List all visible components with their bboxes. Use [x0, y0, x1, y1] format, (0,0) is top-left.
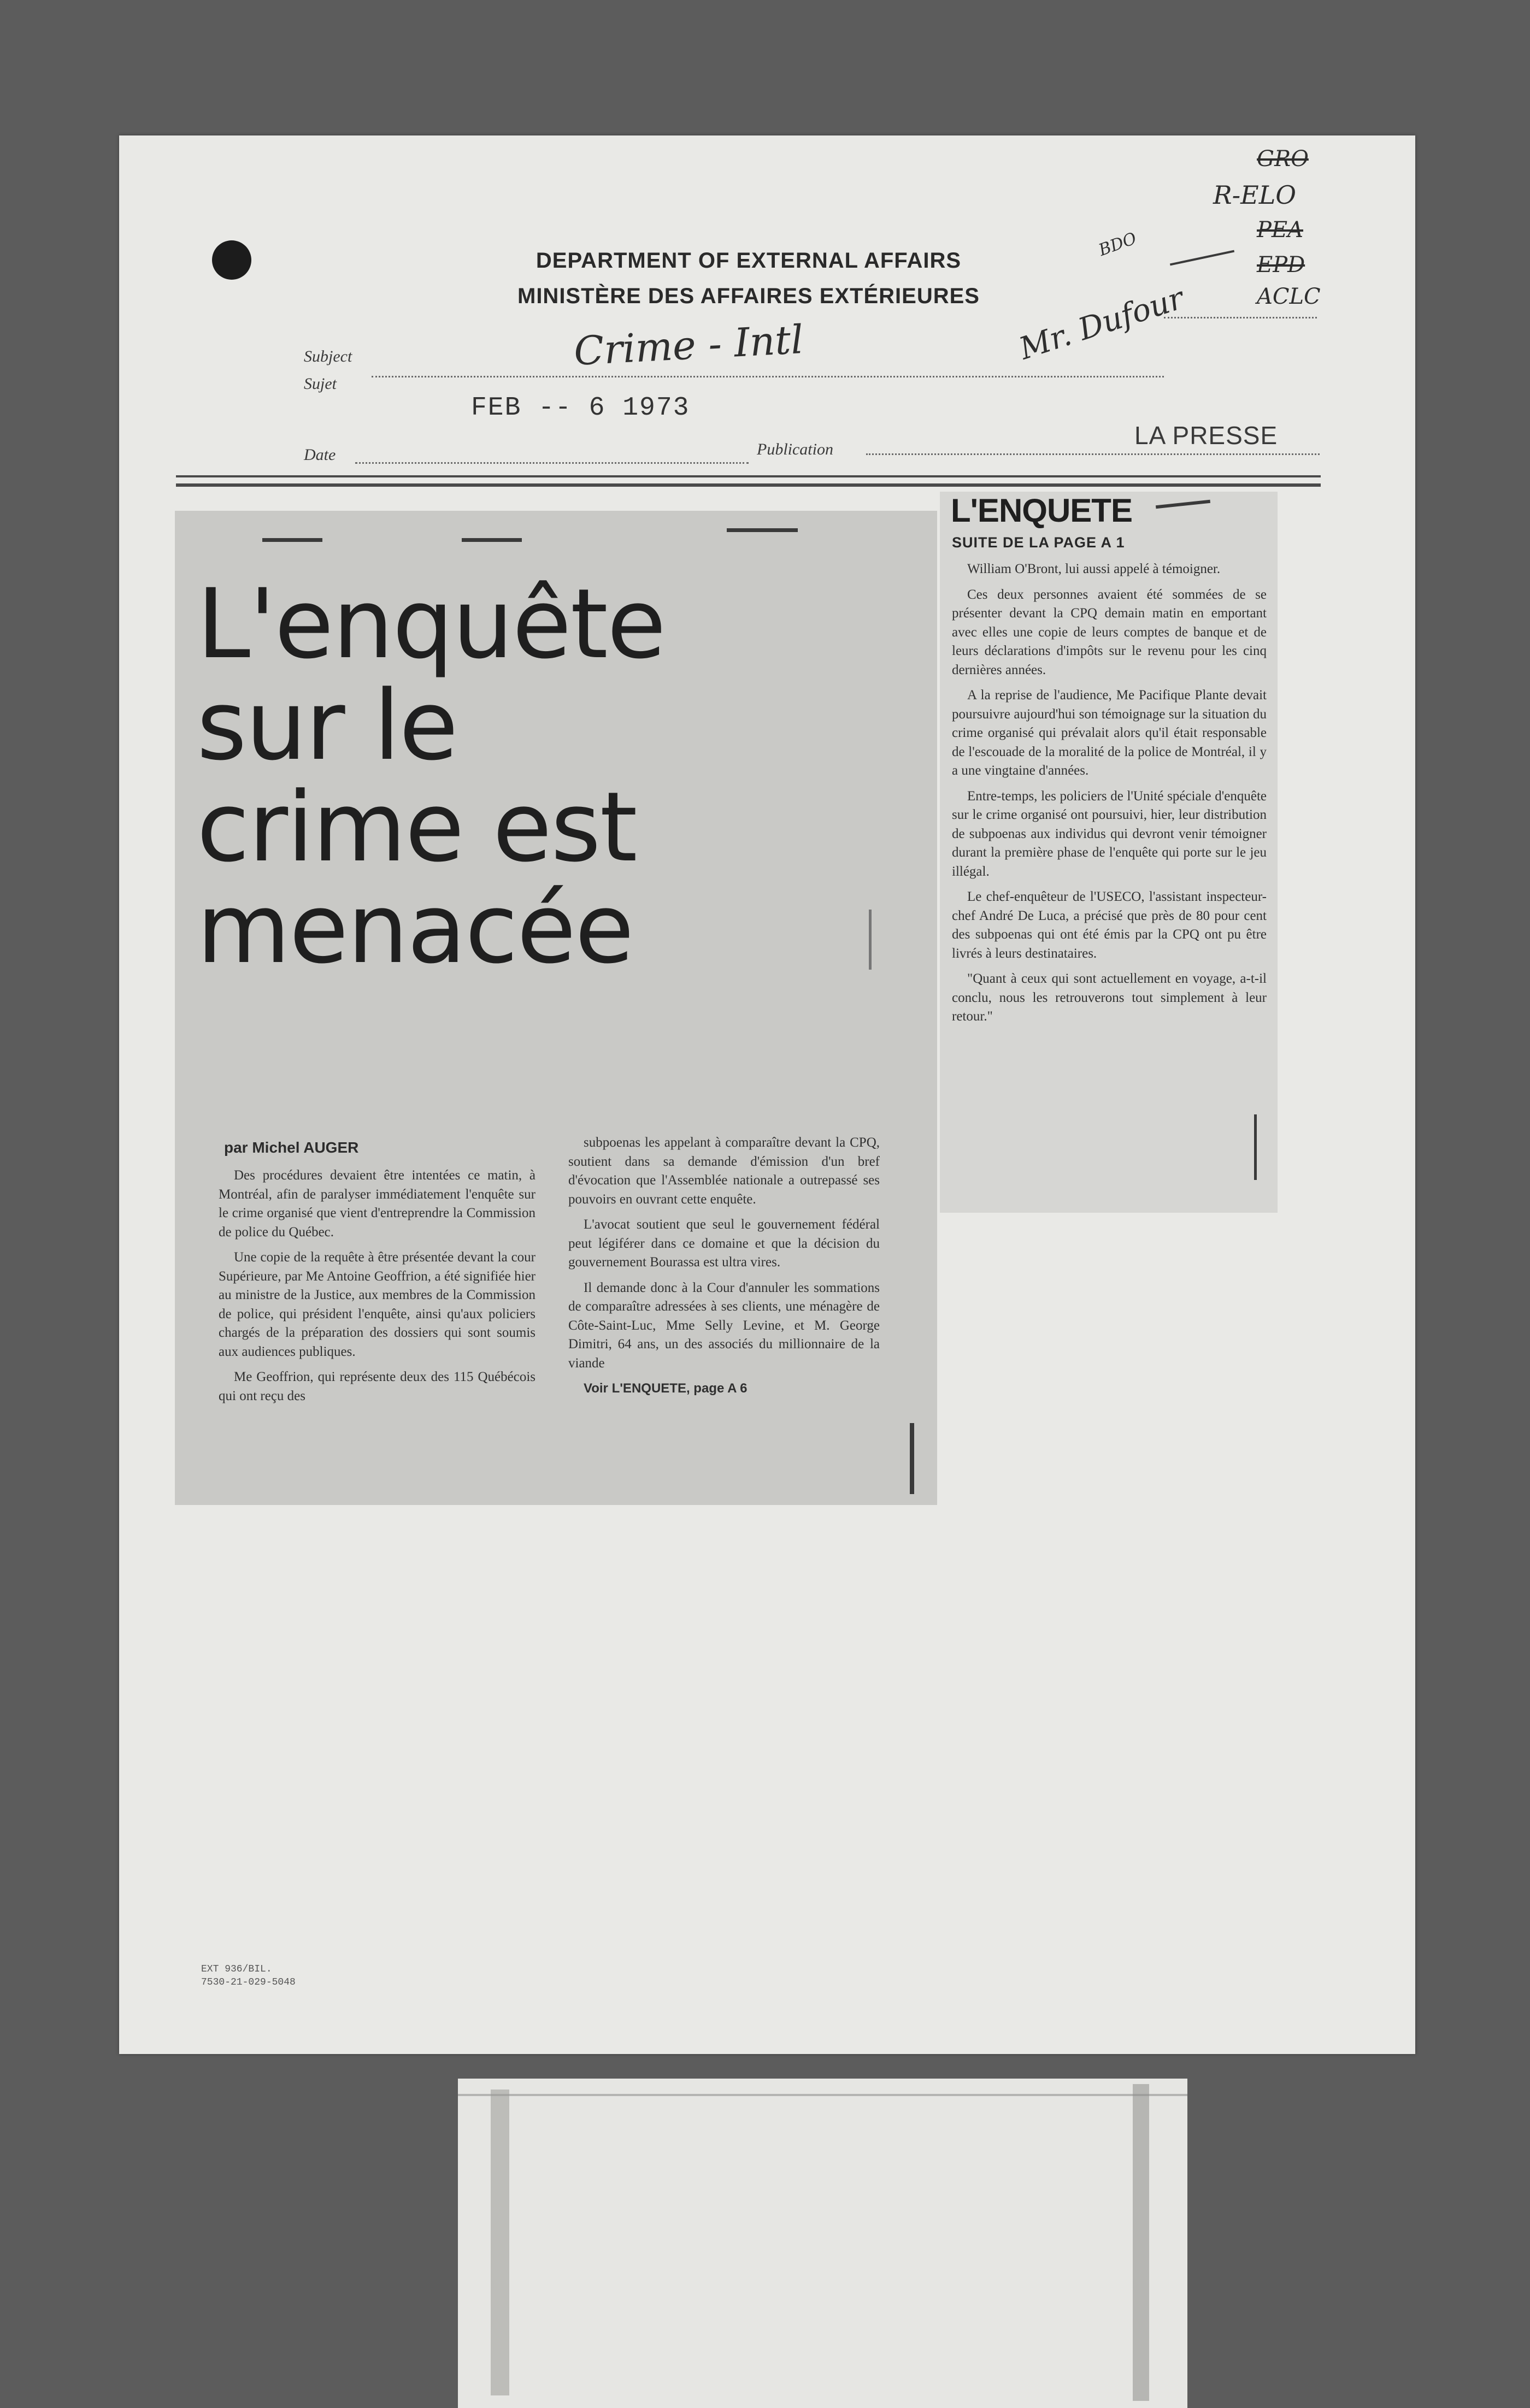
continuation-reference: Voir L'ENQUETE, page A 6 — [584, 1381, 748, 1396]
clipping-mark — [727, 528, 798, 532]
paragraph: Ces deux personnes avaient été sommées de se présenter devant la CPQ demain matin en emportant avec elles une copie de leurs comptes de banque et de leurs déclarations d'impôts sur le revenu pour les cinq dernières années. — [952, 587, 1267, 677]
paragraph: subpoenas les appelant à comparaître devant la CPQ, soutient dans sa demande d'émission d'un bref d'évocation que l'Assemblée nationale a outrepassé ses pouvoirs en ouvrant cette enquête. — [568, 1135, 880, 1207]
routing-line-1: GRO — [1257, 146, 1309, 172]
card-ruling — [458, 2094, 1187, 2096]
paragraph: Des procédures devaient être intentées ce matin, à Montréal, afin de paralyser immédiatement l'enquête sur le crime organisé que vient d'entreprendre la Commission de police du Québec. — [219, 1168, 536, 1240]
clipping-mark — [262, 538, 322, 542]
department-title-en: DEPARTMENT OF EXTERNAL AFFAIRS — [536, 249, 962, 273]
headline-line-4: menacée — [197, 873, 633, 985]
index-card — [458, 2079, 1187, 2408]
header-rule-bottom — [176, 483, 1321, 487]
subject-label: Subject — [304, 347, 352, 365]
article-column-2 — [568, 1134, 880, 1398]
routing-line — [1164, 317, 1317, 318]
subject-line — [372, 376, 1164, 377]
paragraph: Le chef-enquêteur de l'USECO, l'assistant inspecteur-chef André De Luca, a précisé que près de 80 pour cent des subpoenas qui ont été émis par la CPQ ont pu être livrés à leurs destinataires. — [952, 889, 1267, 961]
date-stamp: FEB -- 6 1973 — [471, 393, 690, 423]
routing-line-2: R-ELO — [1213, 180, 1297, 210]
paragraph: Une copie de la requête à être présentée devant la cour Supérieure, par Me Antoine Geoffrion, a été signifiée hier au ministre de la Justice, aux membres de la Commission de police, qui président l'enquête, ainsi qu'aux policiers chargés de la préparation des dossiers qui sont soumis aux audiences publiques. — [219, 1250, 536, 1359]
form-code — [201, 1963, 296, 1989]
continuation-subtitle: SUITE DE LA PAGE A 1 — [952, 534, 1125, 551]
clipping-edge-mark — [910, 1423, 914, 1494]
routing-line-4: EPD — [1257, 252, 1305, 278]
clipping-edge-mark — [1254, 1114, 1257, 1180]
paragraph: "Quant à ceux qui sont actuellement en voyage, a-t-il conclu, nous les retrouverons tout simplement à leur retour." — [952, 971, 1267, 1024]
paragraph: Il demande donc à la Cour d'annuler les sommations de comparaître adressées à ses clients, une ménagère de Côte-Saint-Luc, Mme Selly Levine, et M. George Dimitri, 64 ans, un des associés du millionnaire de la viande — [568, 1280, 880, 1371]
article-clipping — [175, 511, 937, 1505]
card-shadow-right — [1133, 2084, 1149, 2401]
paragraph: Me Geoffrion, qui représente deux des 115 Québécois qui ont reçu des — [219, 1370, 536, 1403]
article-byline: par Michel AUGER — [224, 1139, 359, 1156]
clipping-mark — [462, 538, 522, 542]
continuation-clipping — [940, 492, 1278, 1213]
form-code-line-2: 7530-21-029-5048 — [201, 1977, 296, 1988]
date-line — [355, 462, 749, 464]
article-column-1 — [219, 1166, 536, 1412]
paragraph: Entre-temps, les policiers de l'Unité spéciale d'enquête sur le crime organisé ont poursuivi, hier, leur distribution de subpoenas aux individus qui devront venir témoigner durant la première phase de l'enquête qui porte sur le jeu illégal. — [952, 788, 1267, 879]
subject-handwriting: Crime - Intl — [573, 316, 805, 374]
punch-hole — [212, 240, 251, 280]
publication-label: Publication — [757, 440, 833, 458]
date-label: Date — [304, 446, 336, 464]
routing-line-3: PEA — [1257, 217, 1303, 243]
paragraph: A la reprise de l'audience, Me Pacifique Plante devait poursuivre aujourd'hui son témoignage sur la situation du crime organisé qui prévalait alors qu'il était responsable de l'escouade de la moralité de la police de Montréal, il y a une vingtaine d'années. — [952, 688, 1267, 778]
sujet-label: Sujet — [304, 375, 337, 393]
card-shadow-left — [491, 2090, 509, 2395]
publication-line — [866, 453, 1320, 455]
headline-line-3: crime est — [197, 771, 637, 883]
paragraph: William O'Bront, lui aussi appelé à témoigner. — [967, 562, 1221, 576]
continuation-column — [952, 560, 1267, 1033]
form-code-line-1: EXT 936/BIL. — [201, 1964, 272, 1975]
routing-initials: BDO — [1096, 228, 1139, 261]
headline-line-1: L'enquête — [197, 568, 666, 680]
routing-name: Mr. Dufour — [1015, 280, 1188, 367]
routing-line-5: ACLC — [1257, 284, 1321, 309]
headline-line-2: sur le — [197, 670, 457, 782]
continuation-title: L'ENQUETE — [951, 492, 1132, 529]
article-headline — [197, 568, 907, 985]
paragraph: L'avocat soutient que seul le gouvernement fédéral peut légiférer dans ce domaine et que la décision du gouvernement Bourassa est ultra vires. — [568, 1217, 880, 1270]
publication-value: LA PRESSE — [1134, 421, 1278, 450]
header-rule-top — [176, 475, 1321, 477]
clipping-mark — [1156, 500, 1210, 509]
department-title-fr: MINISTÈRE DES AFFAIRES EXTÉRIEURES — [517, 284, 980, 308]
